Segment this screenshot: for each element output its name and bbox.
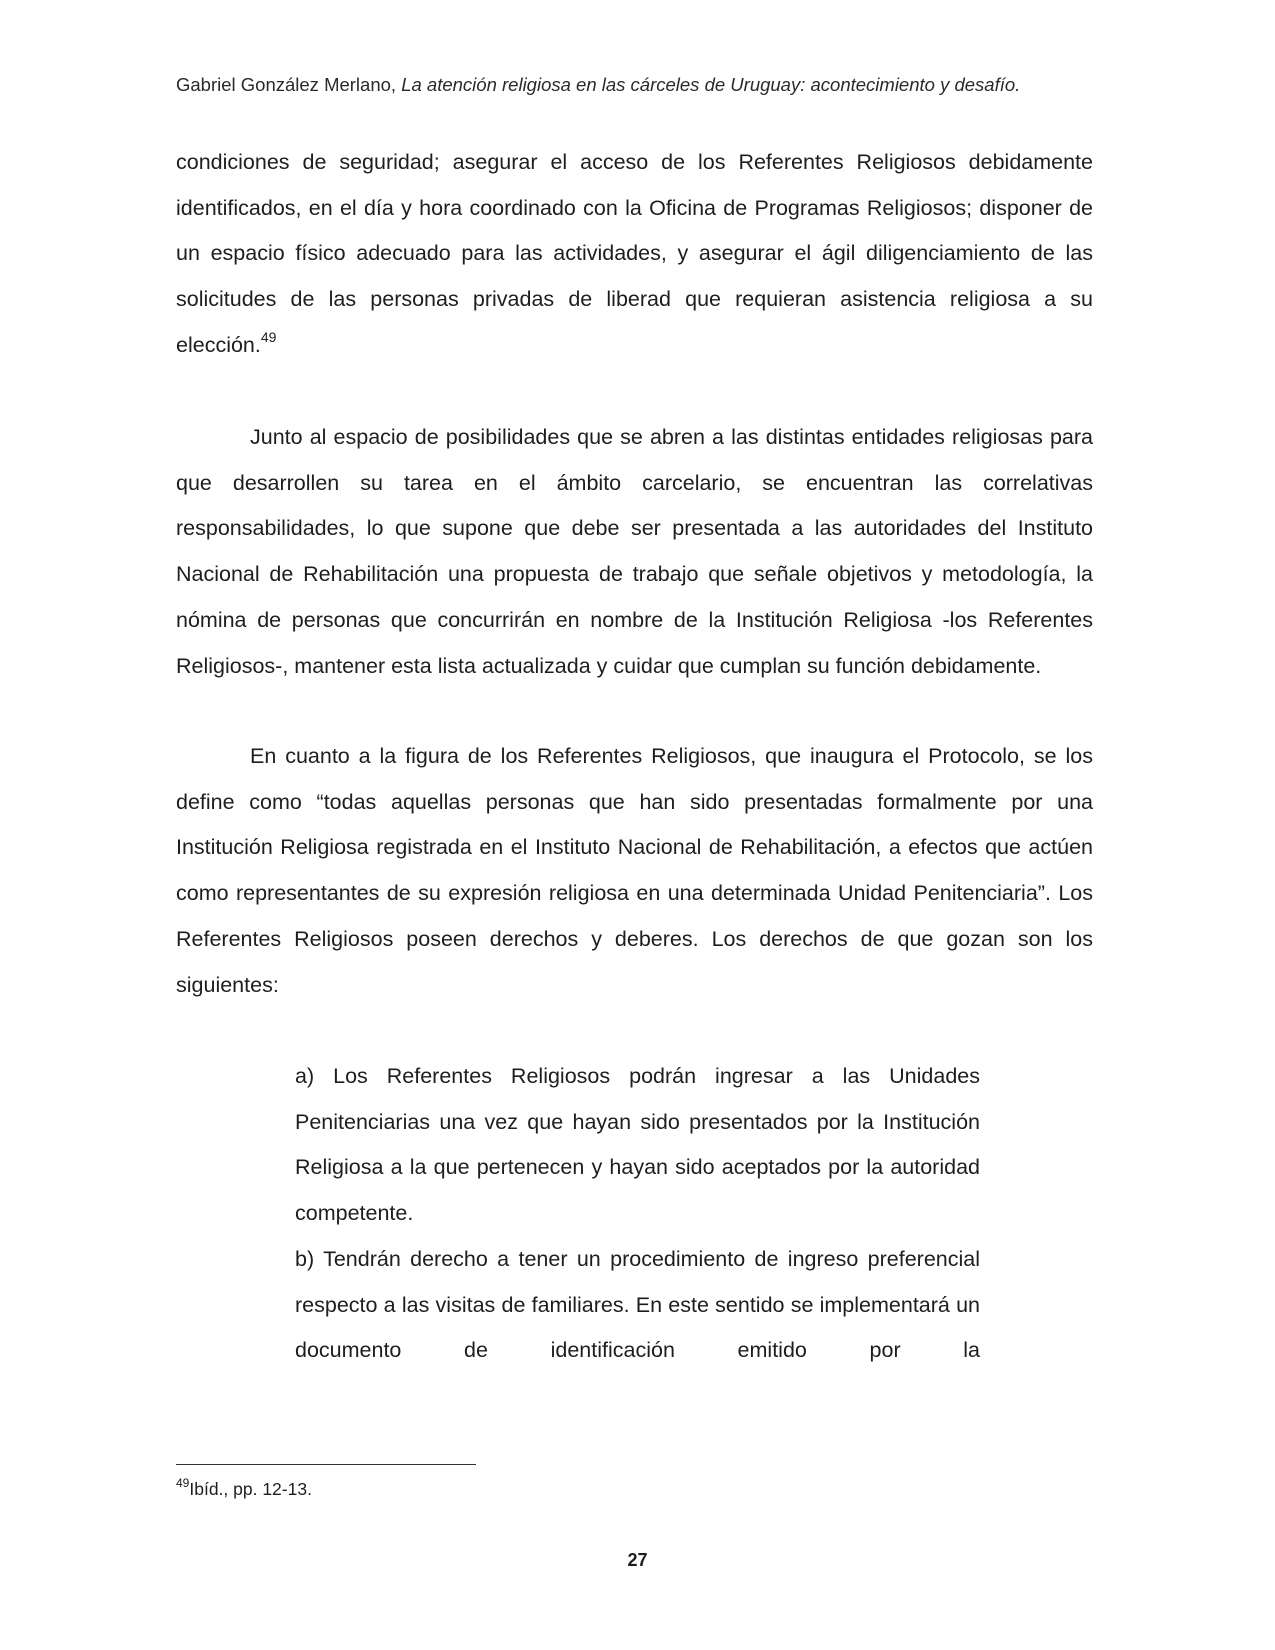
footnote	[176, 1476, 312, 1502]
header-author: Gabriel González Merlano,	[176, 74, 402, 95]
footnote-number: 49	[176, 1476, 190, 1491]
footnote-text: Ibíd., pp. 12-13.	[189, 1479, 312, 1499]
paragraph-3: En cuanto a la figura de los Referentes Religiosos, que inaugura el Protocolo, se los define como “todas aquellas personas que han sido presentadas formalmente por una Institución Religiosa registrada en el Instituto Nacional de Rehabilitación, a efectos que actúen como representantes de su expresión religiosa en una determinada Unidad Penitenciaria”. Los Referentes Religiosos poseen derechos y deberes. Los derechos de que gozan son los siguientes:	[176, 744, 1093, 997]
footnote-separator	[176, 1464, 476, 1465]
paragraph-1-text: condiciones de seguridad; asegurar el acceso de los Referentes Religiosos debidamente identificados, en el día y hora coordinado con la Oficina de Programas Religiosos; disponer de un espacio físico adecuado para las actividades, y asegurar el ágil diligenciamiento de las solicitudes de las personas privadas de liberad que requieran asistencia religiosa a su elección.	[176, 150, 1093, 357]
footnote-reference[interactable]: 49	[260, 328, 277, 345]
page-number: 27	[627, 1550, 648, 1570]
list-item-a: a) Los Referentes Religiosos podrán ingresar a las Unidades Penitenciarias una vez que hayan sido presentados por la Institución Religiosa a la que pertenecen y hayan sido aceptados por la autoridad competente.	[295, 1064, 980, 1226]
paragraph-2: Junto al espacio de posibilidades que se abren a las distintas entidades religiosas para que desarrollen su tarea en el ámbito carcelario, se encuentran las correlativas responsabilidades, lo que supone que debe ser presentada a las autoridades del Instituto Nacional de Rehabilitación una propuesta de trabajo que señale objetivos y metodología, la nómina de personas que concurrirán en nombre de la Institución Religiosa -los Referentes Religiosos-, mantener esta lista actualizada y cuidar que cumplan su función debidamente.	[176, 425, 1093, 678]
paragraph-1	[176, 140, 1093, 369]
running-header	[176, 72, 1096, 98]
header-book-title: La atención religiosa en las cárceles de Uruguay: acontecimiento y desafío.	[401, 74, 1021, 95]
rights-list	[295, 1054, 980, 1374]
list-item-b: b) Tendrán derecho a tener un procedimiento de ingreso preferencial respecto a las visitas de familiares. En este sentido se implementará un documento de identificación emitido por la	[295, 1246, 980, 1363]
